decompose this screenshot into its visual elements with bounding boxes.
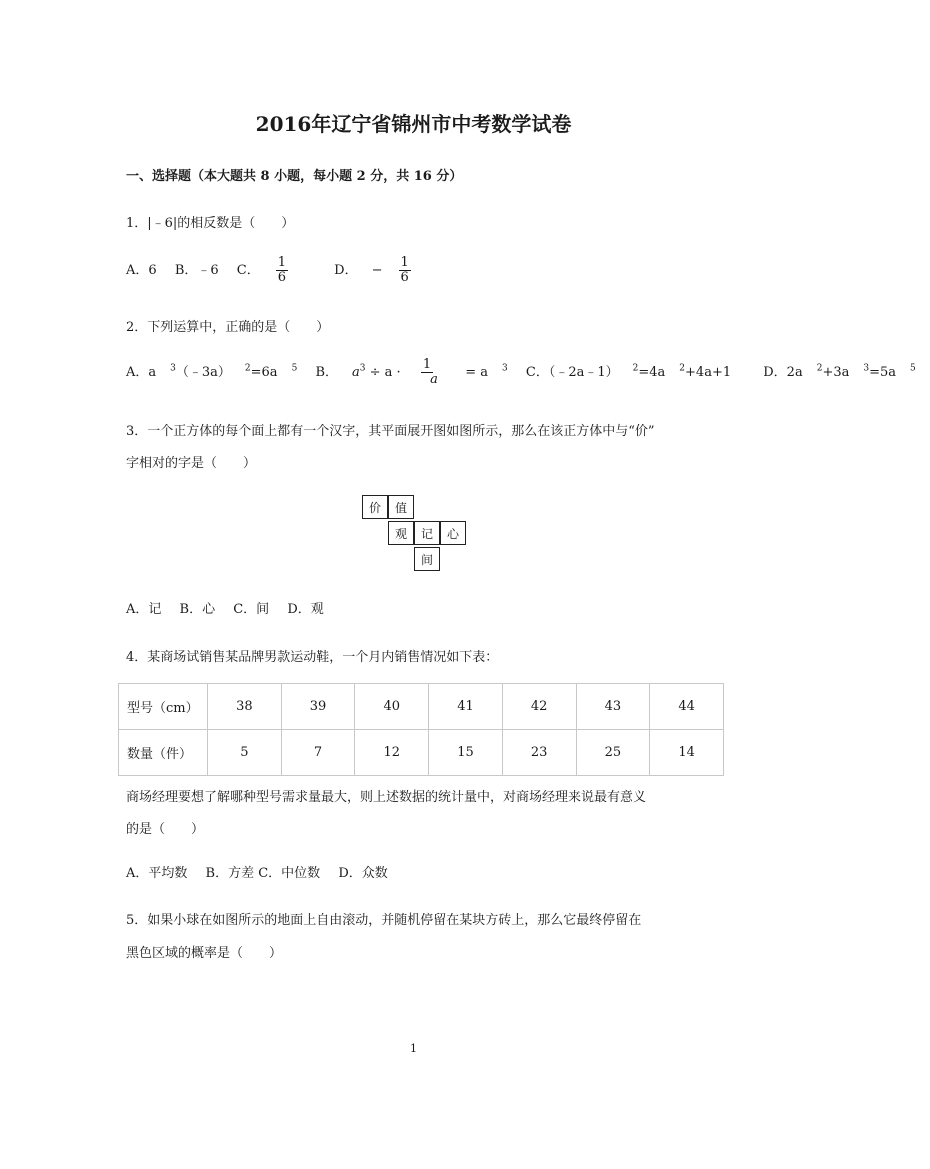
- table-cell: 12: [355, 730, 429, 776]
- q4-options: [126, 862, 402, 881]
- q2-options: [126, 358, 930, 388]
- text: +4a+1: [685, 365, 732, 381]
- exponent: 3: [502, 363, 508, 374]
- page-number: 1: [410, 1042, 417, 1055]
- q1-option-b: B．﹣6: [174, 263, 219, 279]
- exponent: 3: [863, 363, 870, 374]
- table-cell: 40: [355, 684, 429, 730]
- q2-option-b: [315, 357, 508, 388]
- q1-option-c-label: C．: [236, 263, 260, 279]
- q2-stem: 2．下列运算中，正确的是（ ）: [126, 320, 330, 335]
- q3-stem-line1: 3．一个正方体的每个面上都有一个汉字，其平面展开图如图所示，那么在该正方体中与“价”: [126, 424, 655, 439]
- table-cell: 43: [576, 684, 650, 730]
- q1-option-d: [334, 255, 439, 286]
- exponent: 5: [910, 363, 916, 374]
- q3-stem-line2: 字相对的字是（ ）: [126, 456, 257, 471]
- page-title: 2016年辽宁省锦州市中考数学试卷: [255, 112, 572, 136]
- net-cell-2: 值: [388, 495, 414, 519]
- text: ÷ a ·: [365, 365, 405, 381]
- q1-options: [126, 256, 453, 286]
- text: （﹣3a）: [175, 365, 231, 381]
- q5-stem-line2: 黑色区域的概率是（ ）: [126, 946, 283, 961]
- table-row: [119, 730, 724, 776]
- fraction-numerator: 1: [277, 255, 287, 270]
- table-cell: 42: [502, 684, 576, 730]
- exponent: 2: [816, 363, 823, 374]
- q3-option-c: C．间: [233, 602, 270, 617]
- table-cell: 44: [650, 684, 724, 730]
- q2-option-a: [126, 365, 297, 380]
- text: =4a: [638, 365, 666, 381]
- q3-option-a: A．记: [126, 602, 162, 617]
- q3-option-b: B．心: [179, 602, 216, 617]
- table-header-size: 型号（cm）: [119, 684, 208, 730]
- table-cell: 5: [208, 730, 282, 776]
- q1-option-d-fraction: [399, 256, 425, 286]
- q3-option-d: D．观: [287, 602, 324, 617]
- table-row: [119, 684, 724, 730]
- table-cell: 39: [281, 684, 355, 730]
- net-cell-4: 记: [414, 521, 440, 545]
- q2-option-b-fraction: [421, 358, 447, 388]
- net-cell-5: 心: [440, 521, 466, 545]
- exponent: 2: [632, 363, 639, 374]
- q4-option-b-c: B．方差 C．中位数: [205, 866, 321, 881]
- text: =6a: [250, 365, 278, 381]
- q4-followup-line2: 的是（ ）: [126, 822, 205, 837]
- sales-table: [118, 683, 724, 776]
- q4-stem: 4．某商场试销售某品牌男款运动鞋，一个月内销售情况如下表：: [126, 650, 499, 665]
- q1-stem: 1．|﹣6|的相反数是（ ）: [126, 216, 295, 231]
- table-cell: 7: [281, 730, 355, 776]
- q4-option-a: A．平均数: [126, 866, 188, 881]
- section-heading-choice: 一、选择题（本大题共 8 小题，每小题 2 分，共 16 分）: [126, 169, 463, 184]
- exponent: 5: [291, 363, 298, 374]
- q1-option-c-fraction: [276, 256, 302, 286]
- q1-option-c: [236, 255, 316, 286]
- text: +3a: [822, 365, 850, 381]
- net-cell-6: 间: [414, 547, 440, 571]
- text: B．: [315, 365, 338, 381]
- text: = a: [461, 365, 489, 381]
- fraction-denominator: 6: [277, 270, 287, 286]
- q4-option-d: D．众数: [338, 866, 388, 881]
- fraction-numerator: 1: [422, 357, 432, 372]
- variable: a: [352, 365, 360, 381]
- net-cell-3: 观: [388, 521, 414, 545]
- q1-option-a: A．6: [126, 263, 157, 279]
- table-cell: 25: [576, 730, 650, 776]
- fraction-numerator: 1: [400, 255, 409, 270]
- q5-stem-line1: 5．如果小球在如图所示的地面上自由滚动，并随机停留在某块方砖上，那么它最终停留在: [126, 913, 642, 928]
- q3-options: [126, 598, 338, 617]
- q4-followup-line1: 商场经理要想了解哪种型号需求量最大，则上述数据的统计量中，对商场经理来说最有意义: [126, 790, 647, 805]
- fraction-denominator: a: [430, 372, 438, 388]
- exponent: 2: [244, 363, 251, 374]
- q2-option-c: [526, 365, 745, 380]
- table-cell: 14: [650, 730, 724, 776]
- table-cell: 23: [502, 730, 576, 776]
- exponent: 3: [359, 363, 366, 374]
- table-cell: 41: [429, 684, 503, 730]
- text: =5a: [869, 365, 897, 381]
- text: C．（﹣2a﹣1）: [525, 365, 619, 381]
- exponent: 2: [679, 363, 686, 374]
- net-cell-1: 价: [362, 495, 388, 519]
- q2-option-d: [763, 365, 916, 380]
- exponent: 3: [170, 363, 176, 374]
- table-cell: 15: [429, 730, 503, 776]
- fraction-denominator: 6: [400, 270, 409, 286]
- text: A．a: [126, 365, 157, 381]
- minus-sign: −: [371, 263, 383, 279]
- q1-option-d-label: D．: [334, 263, 358, 279]
- table-header-count: 数量（件）: [119, 730, 208, 776]
- text: D．2a: [763, 365, 803, 381]
- table-cell: 38: [208, 684, 282, 730]
